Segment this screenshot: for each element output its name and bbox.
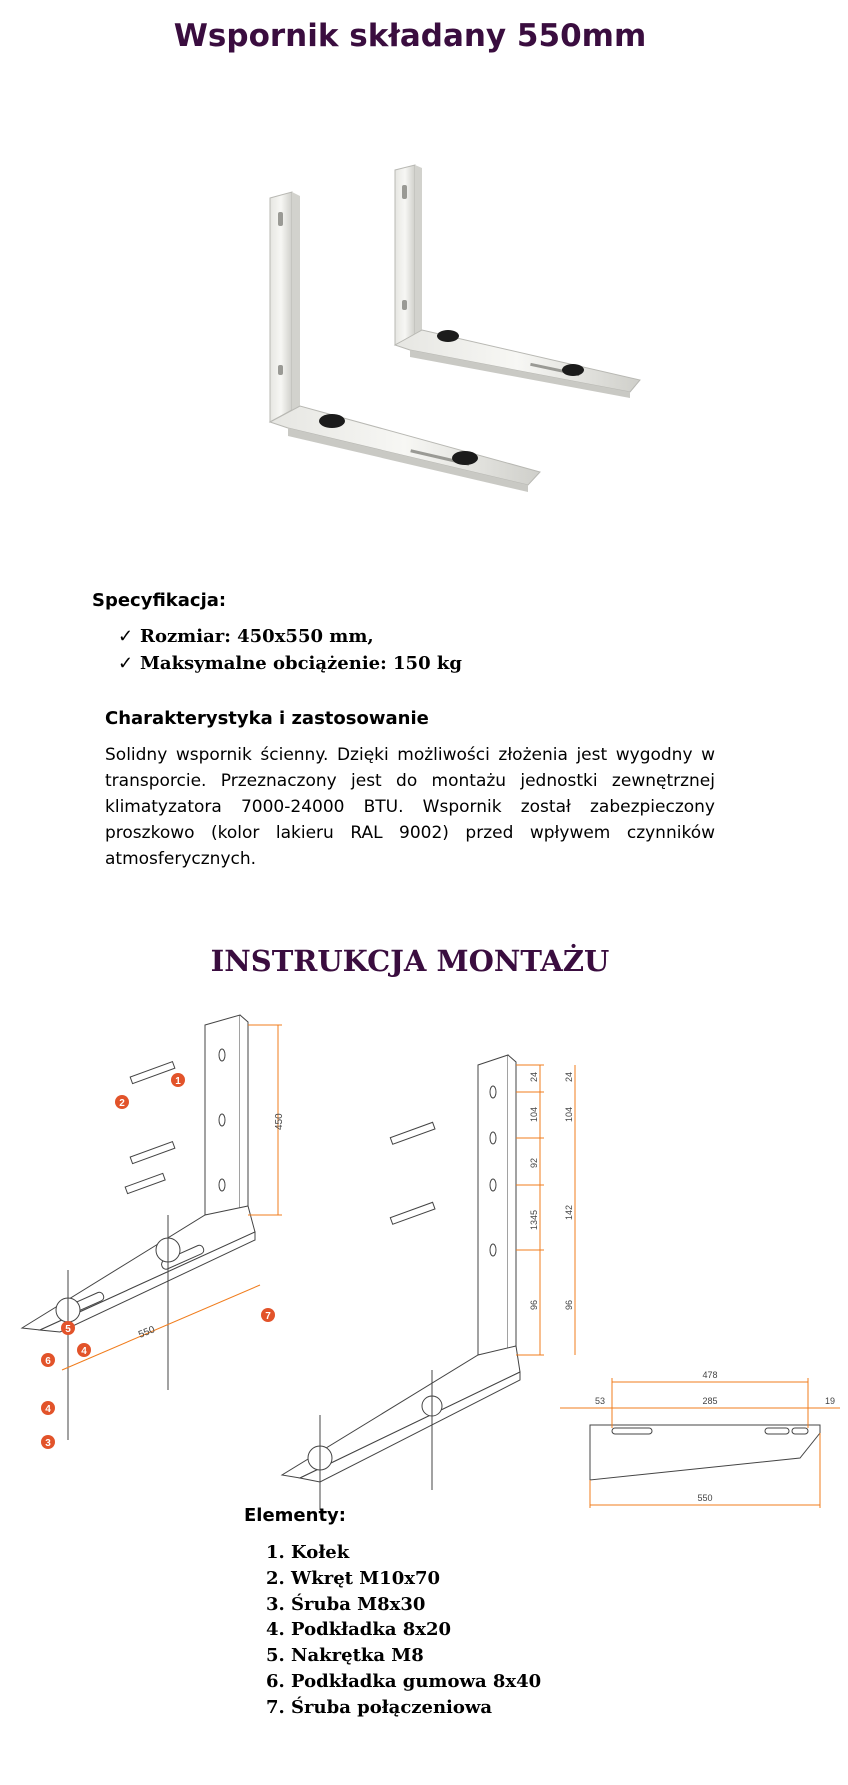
middle-dimension-labels: [529, 1072, 574, 1310]
check-icon: ✓: [118, 653, 134, 674]
install-title: INSTRUKCJA MONTAŻU: [210, 944, 610, 978]
dim-96: 96: [529, 1299, 539, 1310]
exploded-bracket: [22, 1015, 255, 1440]
callout-3: 3: [45, 1438, 51, 1449]
callout-5: 5: [65, 1324, 71, 1335]
dim-r-104: 104: [564, 1106, 574, 1122]
dim-53: 53: [594, 1396, 606, 1406]
bracket-back: [395, 165, 640, 398]
elements-list: [266, 1540, 541, 1721]
page-title: Wspornik składany 550mm: [173, 18, 647, 54]
list-item: 1. Kołek: [266, 1542, 350, 1563]
list-item: 6. Podkładka gumowa 8x40: [266, 1670, 542, 1692]
elements-heading: Elementy:: [244, 1505, 346, 1526]
spec-item-size: Rozmiar: 450x550 mm,: [140, 626, 374, 647]
dim-550-profile: 550: [697, 1493, 713, 1503]
dim-length-label: 550: [137, 1324, 157, 1341]
list-item: 7. Śruba połączeniowa: [266, 1696, 493, 1718]
spec-heading: Specyfikacja:: [92, 590, 227, 611]
callout-4a: 4: [45, 1404, 51, 1415]
list-item: [118, 623, 462, 650]
dim-1345: 1345: [529, 1209, 539, 1230]
assembled-bracket: [282, 1055, 520, 1510]
dim-r-142: 142: [564, 1204, 574, 1220]
list-item: 5. Nakrętka M8: [266, 1645, 424, 1667]
product-image: [110, 140, 700, 570]
dim-285: 285: [702, 1396, 718, 1406]
callout-4b: 4: [81, 1346, 87, 1357]
dim-height-label: 450: [274, 1113, 285, 1130]
check-icon: ✓: [118, 626, 134, 647]
assembly-diagram: [0, 1010, 848, 1510]
spec-item-load: Maksymalne obciążenie: 150 kg: [140, 653, 462, 674]
list-item: 4. Podkładka 8x20: [266, 1619, 452, 1641]
characteristics-heading: Charakterystyka i zastosowanie: [105, 708, 429, 729]
list-item: 2. Wkręt M10x70: [266, 1567, 441, 1589]
profile-drawing: [590, 1425, 820, 1480]
characteristics-text: Solidny wspornik ścienny. Dzięki możliwości złożenia jest wygodny w transporcie. Przeznaczony jest do montażu jednostki zewnętrznej klimatyzatora 7000-24000 BTU. Wspornik został zabezpieczony proszkowo (kolor lakieru RAL 9002) przed wpływem czynników atmosferycznych.: [105, 745, 715, 869]
spec-list: [118, 623, 462, 677]
dim-478: 478: [702, 1370, 718, 1380]
dim-r-24: 24: [564, 1071, 574, 1082]
dim-104: 104: [529, 1106, 539, 1122]
callout-2: 2: [119, 1098, 125, 1109]
dim-24: 24: [529, 1071, 539, 1082]
callout-1: 1: [175, 1076, 181, 1087]
list-item: [118, 650, 462, 677]
callout-6: 6: [45, 1356, 51, 1367]
callout-7: 7: [265, 1311, 271, 1322]
list-item: 3. Śruba M8x30: [266, 1593, 426, 1615]
dim-r-96: 96: [564, 1299, 574, 1310]
dim-92: 92: [529, 1157, 539, 1168]
dim-19: 19: [824, 1396, 836, 1406]
